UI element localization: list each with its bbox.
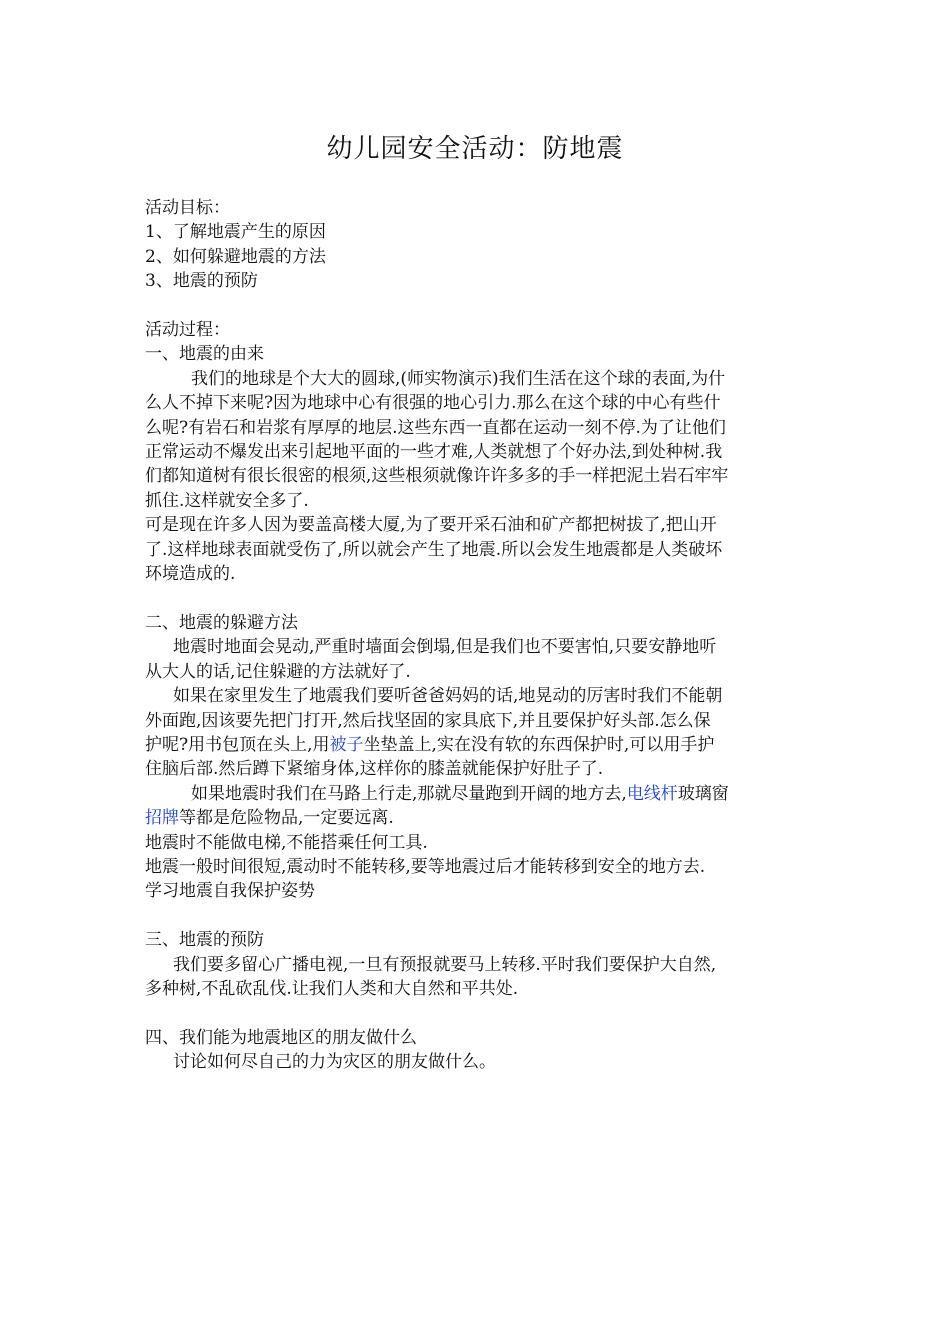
utility-pole-link[interactable]: 电线杆 xyxy=(626,783,678,804)
goals-section xyxy=(145,196,805,294)
section-prevention xyxy=(145,928,805,1001)
section-origin xyxy=(145,342,805,586)
paragraph-line xyxy=(145,733,805,757)
goals-heading: 活动目标： xyxy=(145,198,230,218)
paragraph-line: 学习地震自我保护姿势 xyxy=(145,881,315,902)
document-title: 幼儿园安全活动：防地震 xyxy=(326,134,624,164)
paragraph-line: 抓住.这样就安全多了. xyxy=(145,490,309,511)
paragraph-line xyxy=(145,782,805,806)
text-segment: 玻璃窗 xyxy=(677,783,729,804)
paragraph-line: 外面跑,因该要先把门打开,然后找坚固的家具底下,并且要保护好头部.怎么保 xyxy=(145,710,711,731)
section-avoidance xyxy=(145,611,805,904)
process-heading: 活动过程： xyxy=(145,320,230,341)
paragraph-line: 讨论如何尽自己的力为灾区的朋友做什么。 xyxy=(173,1052,496,1073)
section-heading: 三、地震的预防 xyxy=(145,930,264,951)
paragraph-line: 地震一般时间很短,震动时不能转移,要等地震过后才能转移到安全的地方去. xyxy=(145,856,706,877)
paragraph-line: 环境造成的. xyxy=(145,564,236,585)
paragraph-line: 可是现在许多人因为要盖高楼大厦,为了要开采石油和矿产都把树拔了,把山开 xyxy=(145,515,717,536)
paragraph-line: 么人不掉下来呢?因为地球中心有很强的地心引力.那么在这个球的中心有些什 xyxy=(145,393,721,414)
paragraph-line: 了.这样地球表面就受伤了,所以就会产生了地震.所以会发生地震都是人类破坏 xyxy=(145,539,723,560)
paragraph-line xyxy=(145,806,805,830)
section-heading: 四、我们能为地震地区的朋友做什么 xyxy=(145,1027,417,1048)
paragraph-line: 我们要多留心广播电视,一旦有预报就要马上转移.平时我们要保护大自然, xyxy=(173,954,717,975)
paragraph-line: 地震时不能做电梯,不能搭乘任何工具. xyxy=(145,832,428,853)
signboard-link[interactable]: 招牌 xyxy=(145,808,179,829)
text-segment: 如果地震时我们在马路上行走,那就尽量跑到开阔的地方去, xyxy=(191,783,627,804)
text-segment: 坐垫盖上,实在没有软的东西保护时,可以用手护 xyxy=(363,734,715,755)
paragraph-line: 我们的地球是个大大的圆球,(师实物演示)我们生活在这个球的表面,为什 xyxy=(191,368,726,389)
paragraph-line: 地震时地面会晃动,严重时墙面会倒塌,但是我们也不要害怕,只要安静地听 xyxy=(173,637,717,658)
section-heading: 二、地震的躲避方法 xyxy=(145,612,298,633)
spacer xyxy=(145,1001,805,1025)
paragraph-line: 从大人的话,记住躲避的方法就好了. xyxy=(145,661,411,682)
paragraph-line: 住脑后部.然后蹲下紧缩身体,这样你的膝盖就能保护好肚子了. xyxy=(145,759,604,780)
text-segment: 护呢?用书包顶在头上,用 xyxy=(145,734,330,755)
spacer xyxy=(145,294,805,318)
paragraph-line: 多种树,不乱砍乱伐.让我们人类和大自然和平共处. xyxy=(145,978,519,999)
paragraph-line: 正常运动不爆发出来引起地平面的一些才难,人类就想了个好办法,到处种树.我 xyxy=(145,442,723,463)
goal-item: 1、了解地震产生的原因 xyxy=(145,222,326,243)
document-body xyxy=(145,196,805,1075)
quilt-link[interactable]: 被子 xyxy=(329,734,364,755)
section-heading: 一、地震的由来 xyxy=(145,344,264,365)
paragraph-line: 么呢?有岩石和岩浆有厚厚的地层.这些东西一直都在运动一刻不停.为了让他们 xyxy=(145,417,726,438)
goal-item: 3、地震的预防 xyxy=(145,271,258,292)
section-help xyxy=(145,1026,805,1075)
spacer xyxy=(145,586,805,610)
paragraph-line: 如果在家里发生了地震我们要听爸爸妈妈的话,地晃动的厉害时我们不能朝 xyxy=(173,686,723,707)
text-segment: 等都是危险物品,一定要远离. xyxy=(179,808,394,829)
paragraph-line: 们都知道树有很长很密的根须,这些根须就像许许多多的手一样把泥土岩石牢牢 xyxy=(145,466,729,487)
spacer xyxy=(145,904,805,928)
goal-item: 2、如何躲避地震的方法 xyxy=(145,246,326,267)
